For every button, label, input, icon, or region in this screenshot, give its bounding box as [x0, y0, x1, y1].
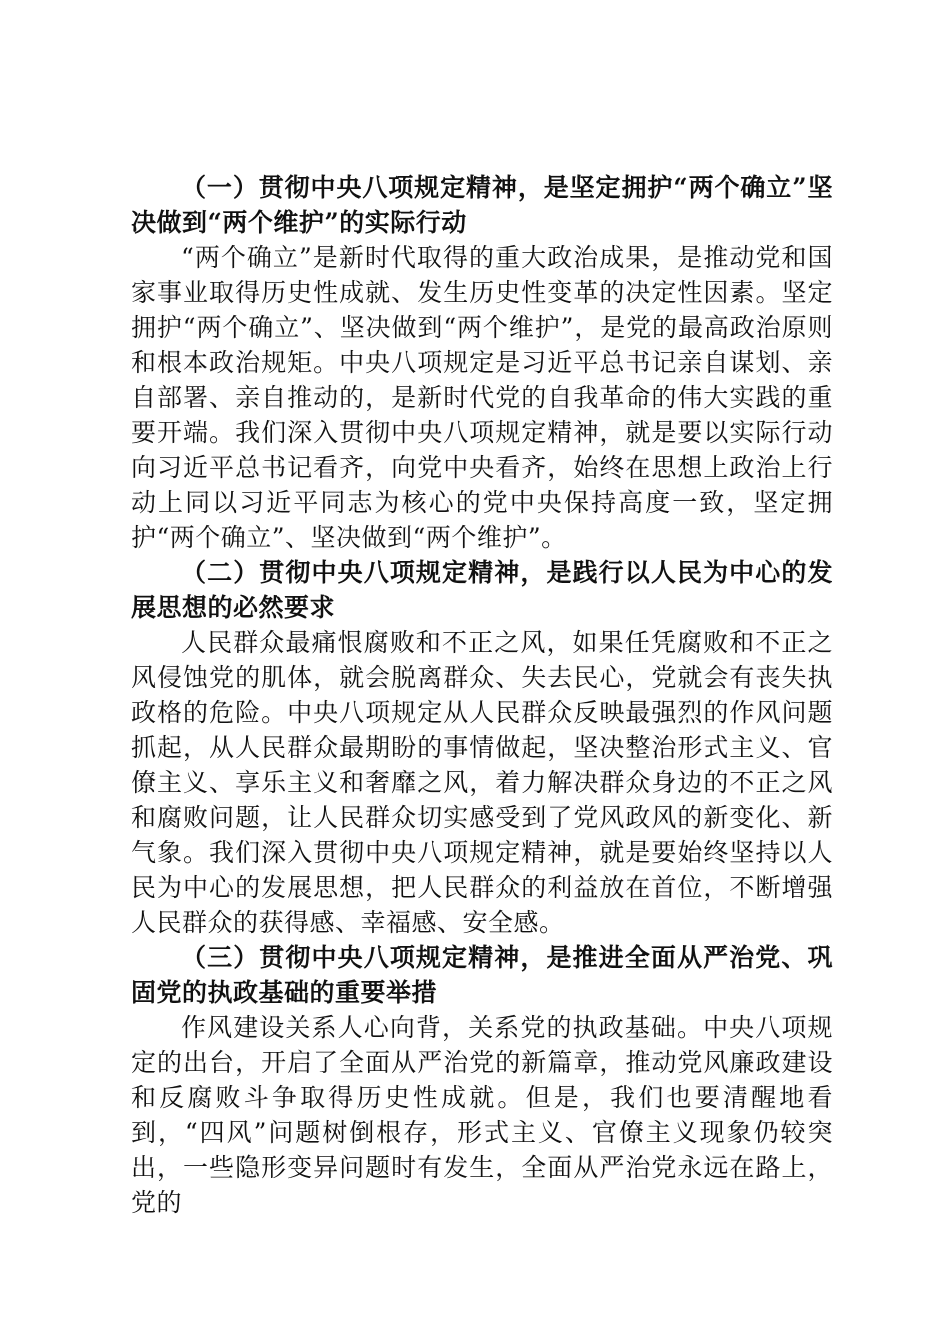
section-2-paragraph: 人民群众最痛恨腐败和不正之风，如果任凭腐败和不正之风侵蚀党的肌体，就会脱离群众、失去民心，党就会有丧失执政格的危险。中央八项规定从人民群众反映最强烈的作风问题抓起，从人民群众最期盼的事情做起，坚决整治形式主义、官僚主义、享乐主义和奢靡之风，着力解决群众身边的不正之风和腐败问题，让人民群众切实感受到了党风政风的新变化、新气象。我们深入贯彻中央八项规定精神，就是要始终坚持以人民为中心的发展思想，把人民群众的利益放在首位，不断增强人民群众的获得感、幸福感、安全感。	[131, 628, 833, 937]
section-3-paragraph: 作风建设关系人心向背，关系党的执政基础。中央八项规定的出台，开启了全面从严治党的新篇章，推动党风廉政建设和反腐败斗争取得历史性成就。但是，我们也要清醒地看到，“四风”问题树倒根存，形式主义、官僚主义现象仍较突出，一些隐形变异问题时有发生，全面从严治党永远在路上，党的	[131, 1013, 833, 1217]
section-1-paragraph: “两个确立”是新时代取得的重大政治成果，是推动党和国家事业取得历史性成就、发生历史性变革的决定性因素。坚定拥护“两个确立”、坚决做到“两个维护”，是党的最高政治原则和根本政治规矩。中央八项规定是习近平总书记亲自谋划、亲自部署、亲自推动的，是新时代党的自我革命的伟大实践的重要开端。我们深入贯彻中央八项规定精神，就是要以实际行动向习近平总书记看齐，向党中央看齐，始终在思想上政治上行动上同以习近平同志为核心的党中央保持高度一致，坚定拥护“两个确立”、坚决做到“两个维护”。	[131, 243, 833, 552]
section-1-heading: （一）贯彻中央八项规定精神，是坚定拥护“两个确立”坚决做到“两个维护”的实际行动	[131, 173, 833, 237]
section-3-heading: （三）贯彻中央八项规定精神，是推进全面从严治党、巩固党的执政基础的重要举措	[131, 943, 833, 1007]
document-body	[131, 170, 833, 1220]
section-2-heading: （二）贯彻中央八项规定精神，是践行以人民为中心的发展思想的必然要求	[131, 558, 833, 622]
